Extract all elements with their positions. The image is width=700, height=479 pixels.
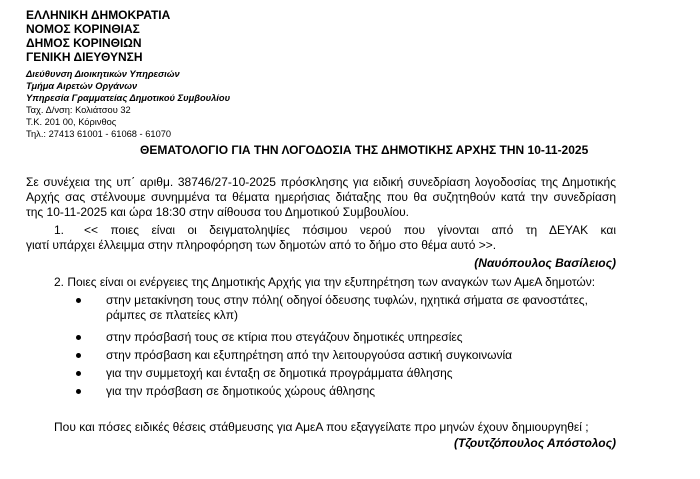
bullet-dot-icon <box>76 353 81 358</box>
header-phone: Τηλ.: 27413 61001 - 61068 - 61070 <box>26 129 172 139</box>
bullet-dot-icon <box>76 389 81 394</box>
document-title: ΘΕΜΑΤΟΛΟΓΙΟ ΓΙΑ ΤΗΝ ΛΟΓΟΔΟΣΙΑ ΤΗΣ ΔΗΜΟΤΙΚΗΣ ΑΡΧΗΣ ΤΗΝ 10-11-2025 <box>140 143 589 157</box>
intro-line-3: της 10-11-2025 και ώρα 18:30 στην αίθουσα του Δημοτικού Συμβουλίου. <box>26 205 410 219</box>
intro-line-1: Σε συνέχεια της υπ΄ αριθμ. 38746/27-10-2025 πρόσκλησης για ειδική συνεδρίαση λογοδοσίας της Δημοτικής <box>26 175 616 189</box>
agenda-item-2: 2. Ποιες είναι οι ενέργειες της Δημοτικής Αρχής για την εξυπηρέτηση των αναγκών των ΑμεΑ δημοτών: <box>54 275 596 289</box>
agenda-item-1-author: (Ναυόπουλος Βασίλειος) <box>474 256 616 270</box>
header-dept-organs: Τμήμα Αιρετών Οργάνων <box>26 81 138 91</box>
agenda-item-1-line-2: γιατί υπάρχει έλλειμμα στην πληροφόρηση των δημοτών από το δήμο στο θέμα αυτό >>. <box>26 238 497 252</box>
agenda-item-1-number: 1. <box>54 223 65 237</box>
intro-line-2: Αρχής σας στέλνουμε συνημμένα τα θέματα ημερήσιας διάταξης που θα συζητηθούν κατά την συνεδρίαση <box>26 190 616 204</box>
bullet-item-continuation: ράμπες σε πλατείες κλπ) <box>106 308 239 322</box>
agenda-item-1-line-1: << ποιες είναι οι δειγματοληψίες πόσιμου νερού που γίνονται από τη ΔΕΥΑΚ και <box>84 223 616 237</box>
header-prefecture: ΝΟΜΟΣ ΚΟΡΙΝΘΙΑΣ <box>26 22 140 36</box>
header-dept-secretariat: Υπηρεσία Γραμματείας Δημοτικού Συμβουλίου <box>26 93 231 103</box>
header-republic: ΕΛΛΗΝΙΚΗ ΔΗΜΟΚΡΑΤΙΑ <box>26 8 171 22</box>
header-dept-admin: Διεύθυνση Διοικητικών Υπηρεσιών <box>26 69 180 79</box>
header-postal-code: Τ.Κ. 201 00, Κόρινθος <box>26 117 117 127</box>
header-directorate: ΓΕΝΙΚΗ ΔΙΕΥΘΥΝΣΗ <box>26 50 143 64</box>
agenda-item-2-author: (Τζουτζόπουλος Απόστολος) <box>453 436 616 450</box>
agenda-item-2-question: Που και πόσες ειδικές θέσεις στάθμευσης για ΑμεΑ που εξαγγείλατε προ μηνών έχουν δημιουργηθεί ; <box>54 420 589 434</box>
header-address: Ταχ. Δ/νση: Κολιάτσου 32 <box>26 105 131 115</box>
bullet-dot-icon <box>76 298 81 303</box>
header-municipality: ΔΗΜΟΣ ΚΟΡΙΝΘΙΩΝ <box>26 36 142 50</box>
bullet-dot-icon <box>76 371 81 376</box>
document-page: ΕΛΛΗΝΙΚΗ ΔΗΜΟΚΡΑΤΙΑ ΝΟΜΟΣ ΚΟΡΙΝΘΙΑΣ ΔΗΜΟΣ ΚΟΡΙΝΘΙΩΝ ΓΕΝΙΚΗ ΔΙΕΥΘΥΝΣΗ Διεύθυνση Διοικητικών Υπηρεσιών Τμήμα Αιρετών Οργάνων Υπηρεσία Γραμματείας Δημοτικού Συμβουλίου Ταχ. Δ/νση: Κολιάτσου 32 Τ.Κ. 201 00, Κόρινθος Τηλ.: 27413 61001 - 61068 - 61070 ΘΕΜΑΤΟΛΟΓΙΟ ΓΙΑ ΤΗΝ ΛΟΓΟΔΟΣΙΑ ΤΗΣ ΔΗΜΟΤΙΚΗΣ ΑΡΧΗΣ ΤΗΝ 10-11-2025 Σε συνέχεια της υπ΄ αριθμ. 38746/27-10-2025 πρόσκλησης για ειδική συνεδρίαση λογοδοσίας της Δημοτικής Αρχής σας στέλνουμε συνημμένα τα θέματα ημερήσιας διάταξης που θα συζητηθούν κατά την συνεδρίαση της 10-11-2025 και ώρα 18:30 στην αίθουσα του Δημοτικού Συμβουλίου. 1. << ποιες είναι οι δειγματοληψίες πόσιμου νερού που γίνονται από τη ΔΕΥΑΚ και γιατί υπάρχει έλλειμμα στην πληροφόρηση των δημοτών από το δήμο στο θέμα αυτό >>. (Ναυόπουλος Βασίλειος) 2. Ποιες είναι οι ενέργειες της Δημοτικής Αρχής για την εξυπηρέτηση των αναγκών των ΑμεΑ δημοτών: στην μετακίνηση τους στην πόλη( οδηγοί όδευσης τυφλών, ηχητικά σήματα σε φανοστάτες, ράμπες σε πλατείες κλπ) στην πρόσβασή τους σε κτίρια που στεγάζουν δημοτικές υπηρεσίες στην πρόσβαση και εξυπηρέτηση από την λειτουργούσα αστική συγκοινωνία για την συμμετοχή και ένταξη σε δημοτικά προγράμματα άθλησης για την πρόσβαση σε δημοτικούς χώρους άθλησης Που και πόσες ειδικές θέσεις στάθμευσης για ΑμεΑ που εξαγγείλατε προ μηνών έχουν δημιουργηθεί ; (Τζουτζόπουλος Απόστολος) <box>26 8 616 450</box>
bullet-dot-icon <box>76 335 81 340</box>
